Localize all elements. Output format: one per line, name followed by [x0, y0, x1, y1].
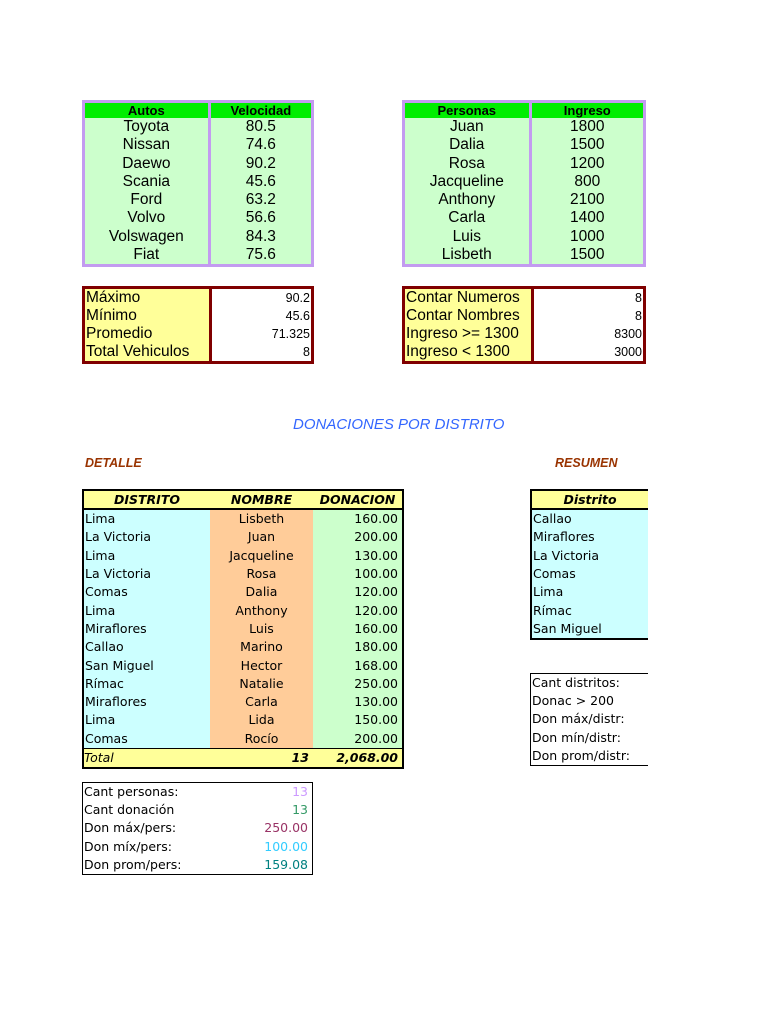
distrito-cell[interactable]: Lima [83, 601, 210, 619]
nombre-cell[interactable]: Luis [210, 620, 313, 638]
table-row [83, 509, 403, 528]
nombre-cell[interactable]: Lisbeth [210, 509, 313, 528]
resumen-distrito-cell[interactable]: Lima [531, 583, 648, 601]
auto-name[interactable]: Ford [84, 191, 210, 209]
table-row [404, 325, 645, 343]
resumen-distrito-cell[interactable]: San Miguel [531, 620, 648, 639]
resumen-stats-box [530, 673, 648, 766]
donacion-cell[interactable]: 150.00 [313, 711, 403, 729]
auto-name[interactable]: Scania [84, 173, 210, 191]
resumen-stat-label[interactable]: Don máx/distr: [532, 711, 625, 727]
table-row [531, 509, 648, 528]
resumen-distrito-cell[interactable]: Comas [531, 565, 648, 583]
table-row [404, 307, 645, 325]
persona-name[interactable]: Anthony [404, 191, 531, 209]
donacion-cell[interactable]: 168.00 [313, 656, 403, 674]
table-row [83, 856, 313, 875]
donacion-cell[interactable]: 160.00 [313, 620, 403, 638]
table-row [83, 601, 403, 619]
auto-name[interactable]: Nissan [84, 136, 210, 154]
total-label[interactable]: Total [83, 748, 210, 768]
stat-value[interactable]: 3000 [532, 343, 644, 363]
autos-stats-table [82, 286, 314, 364]
resumen-table [530, 489, 648, 640]
stat-value[interactable]: 8 [210, 343, 312, 363]
resumen-stat-label[interactable]: Don mín/distr: [532, 729, 621, 745]
distrito-cell[interactable]: Comas [83, 583, 210, 601]
table-row [84, 228, 313, 246]
person-stat-value[interactable]: 13 [292, 802, 308, 818]
table-row [531, 729, 649, 747]
persona-income[interactable]: 1400 [530, 209, 644, 227]
nombre-cell[interactable]: Jacqueline [210, 547, 313, 565]
table-row [83, 693, 403, 711]
total-amount[interactable]: 2,068.00 [313, 748, 403, 768]
table-row [84, 325, 313, 343]
table-row [84, 288, 313, 308]
autos-header: Autos [84, 102, 210, 119]
donacion-cell[interactable]: 100.00 [313, 565, 403, 583]
table-row [404, 155, 645, 173]
table-row [84, 173, 313, 191]
table-row [404, 136, 645, 154]
persona-name[interactable]: Juan [404, 118, 531, 136]
persona-income[interactable]: 800 [530, 173, 644, 191]
resumen-header-row [531, 490, 648, 509]
auto-name[interactable]: Daewo [84, 155, 210, 173]
table-row [84, 191, 313, 209]
resumen-stat-label[interactable]: Don prom/distr: [532, 747, 630, 763]
donacion-cell[interactable]: 200.00 [313, 730, 403, 749]
person-stat-value[interactable]: 250.00 [264, 820, 308, 836]
persona-income[interactable]: 2100 [530, 191, 644, 209]
donacion-cell[interactable]: 160.00 [313, 509, 403, 528]
auto-name[interactable]: Volswagen [84, 228, 210, 246]
table-row [404, 191, 645, 209]
person-stat-label[interactable]: Don míx/pers: [84, 838, 172, 854]
persona-name[interactable]: Jacqueline [404, 173, 531, 191]
personas-header: Personas [404, 102, 531, 119]
total-count[interactable]: 13 [210, 748, 313, 768]
stat-value[interactable]: 8300 [532, 325, 644, 343]
stat-label[interactable]: Mínimo [84, 307, 211, 325]
personas-header-row [404, 102, 645, 119]
table-row [83, 547, 403, 565]
detalle-label: DETALLE [85, 456, 142, 470]
table-row [83, 583, 403, 601]
stat-label[interactable]: Contar Numeros [404, 288, 533, 308]
table-row [404, 209, 645, 227]
table-row [83, 675, 403, 693]
donaciones-title: DONACIONES POR DISTRITO [293, 416, 505, 433]
table-row [531, 692, 649, 710]
distrito-cell[interactable]: Callao [83, 638, 210, 656]
table-row [83, 656, 403, 674]
table-row [531, 565, 648, 583]
stat-label[interactable]: Máximo [84, 288, 211, 308]
table-row [83, 801, 313, 819]
table-row [84, 155, 313, 173]
stat-value[interactable]: 90.2 [210, 288, 312, 308]
resumen-distrito-cell[interactable]: Rímac [531, 601, 648, 619]
persona-income[interactable]: 1500 [530, 136, 644, 154]
stat-label[interactable]: Promedio [84, 325, 211, 343]
nombre-header: NOMBRE [210, 490, 313, 509]
persona-income[interactable]: 1200 [530, 155, 644, 173]
donacion-header: DONACION [313, 490, 403, 509]
person-stat-value[interactable]: 159.08 [264, 856, 308, 872]
stat-value[interactable]: 45.6 [210, 307, 312, 325]
persona-name[interactable]: Lisbeth [404, 246, 531, 266]
resumen-stat-label[interactable]: Cant distritos: [532, 675, 620, 691]
person-stat-label[interactable]: Don máx/pers: [84, 820, 177, 836]
table-row [531, 747, 649, 766]
table-row [84, 118, 313, 136]
resumen-distrito-cell[interactable]: La Victoria [531, 547, 648, 565]
persona-name[interactable]: Carla [404, 209, 531, 227]
table-row [404, 288, 645, 308]
nombre-cell[interactable]: Anthony [210, 601, 313, 619]
auto-name[interactable]: Toyota [84, 118, 210, 136]
table-row [531, 674, 649, 693]
table-row [404, 228, 645, 246]
auto-speed[interactable]: 74.6 [209, 136, 312, 154]
persona-income[interactable]: 1000 [530, 228, 644, 246]
table-row [83, 565, 403, 583]
table-row [84, 209, 313, 227]
autos-table [82, 100, 314, 267]
detalle-table [82, 489, 404, 769]
auto-speed[interactable]: 56.6 [209, 209, 312, 227]
distrito-cell[interactable]: Rímac [83, 675, 210, 693]
resumen-stat-label[interactable]: Donac > 200 [532, 693, 615, 709]
stat-value[interactable]: 71.325 [210, 325, 312, 343]
nombre-cell[interactable]: Juan [210, 528, 313, 546]
nombre-cell[interactable]: Dalia [210, 583, 313, 601]
personas-table [402, 100, 646, 267]
table-row [83, 730, 403, 749]
auto-speed[interactable]: 75.6 [209, 246, 312, 266]
detalle-header-row [83, 490, 403, 509]
person-stat-label[interactable]: Don prom/pers: [84, 856, 182, 872]
auto-speed[interactable]: 80.5 [209, 118, 312, 136]
donacion-cell[interactable]: 130.00 [313, 693, 403, 711]
personas-stats-table [402, 286, 646, 364]
autos-header-row [84, 102, 313, 119]
persona-name[interactable]: Rosa [404, 155, 531, 173]
resumen-distrito-header: Distrito [531, 490, 648, 509]
table-row [531, 601, 648, 619]
table-row [531, 710, 649, 728]
table-row [83, 620, 403, 638]
nombre-cell[interactable]: Natalie [210, 675, 313, 693]
stat-label[interactable]: Total Vehiculos [84, 343, 211, 363]
table-row [404, 343, 645, 363]
table-row [404, 118, 645, 136]
auto-speed[interactable]: 63.2 [209, 191, 312, 209]
persona-income[interactable]: 1800 [530, 118, 644, 136]
donacion-cell[interactable]: 130.00 [313, 547, 403, 565]
table-row [84, 246, 313, 266]
resumen-label: RESUMEN [555, 456, 618, 470]
distrito-header: DISTRITO [83, 490, 210, 509]
stat-label[interactable]: Ingreso < 1300 [404, 343, 533, 363]
table-row [83, 528, 403, 546]
table-row [83, 711, 403, 729]
donacion-cell[interactable]: 200.00 [313, 528, 403, 546]
person-stat-label[interactable]: Cant personas: [84, 784, 179, 800]
distrito-cell[interactable]: Miraflores [83, 693, 210, 711]
distrito-cell[interactable]: Miraflores [83, 620, 210, 638]
donacion-cell[interactable]: 250.00 [313, 675, 403, 693]
table-row [531, 528, 648, 546]
donacion-cell[interactable]: 120.00 [313, 583, 403, 601]
table-row [83, 783, 313, 802]
nombre-cell[interactable]: Rosa [210, 565, 313, 583]
table-row [83, 819, 313, 837]
stat-value[interactable]: 8 [532, 307, 644, 325]
nombre-cell[interactable]: Hector [210, 656, 313, 674]
resumen-distrito-cell[interactable]: Miraflores [531, 528, 648, 546]
stat-label[interactable]: Ingreso >= 1300 [404, 325, 533, 343]
distrito-cell[interactable]: La Victoria [83, 528, 210, 546]
table-row [83, 838, 313, 856]
velocidad-header: Velocidad [209, 102, 312, 119]
distrito-cell[interactable]: Lima [83, 711, 210, 729]
auto-speed[interactable]: 45.6 [209, 173, 312, 191]
nombre-cell[interactable]: Rocío [210, 730, 313, 749]
distrito-cell[interactable]: Comas [83, 730, 210, 749]
stat-value[interactable]: 8 [532, 288, 644, 308]
table-row [84, 136, 313, 154]
stat-label[interactable]: Contar Nombres [404, 307, 533, 325]
persona-name[interactable]: Dalia [404, 136, 531, 154]
auto-speed[interactable]: 90.2 [209, 155, 312, 173]
table-row [531, 583, 648, 601]
person-stats-box [82, 782, 313, 875]
auto-speed[interactable]: 84.3 [209, 228, 312, 246]
distrito-cell[interactable]: San Miguel [83, 656, 210, 674]
auto-name[interactable]: Volvo [84, 209, 210, 227]
table-row [404, 173, 645, 191]
persona-name[interactable]: Luis [404, 228, 531, 246]
table-row [531, 547, 648, 565]
nombre-cell[interactable]: Lida [210, 711, 313, 729]
table-row [84, 307, 313, 325]
person-stat-value[interactable]: 100.00 [264, 838, 308, 854]
table-row [84, 343, 313, 363]
donacion-cell[interactable]: 120.00 [313, 601, 403, 619]
table-row [531, 620, 648, 639]
resumen-distrito-cell[interactable]: Callao [531, 509, 648, 528]
distrito-cell[interactable]: La Victoria [83, 565, 210, 583]
distrito-cell[interactable]: Lima [83, 509, 210, 528]
auto-name[interactable]: Fiat [84, 246, 210, 266]
distrito-cell[interactable]: Lima [83, 547, 210, 565]
person-stat-label[interactable]: Cant donación [84, 802, 175, 818]
nombre-cell[interactable]: Marino [210, 638, 313, 656]
person-stat-value[interactable]: 13 [292, 784, 308, 800]
table-row [404, 246, 645, 266]
persona-income[interactable]: 1500 [530, 246, 644, 266]
table-row [83, 638, 403, 656]
ingreso-header: Ingreso [530, 102, 644, 119]
nombre-cell[interactable]: Carla [210, 693, 313, 711]
donacion-cell[interactable]: 180.00 [313, 638, 403, 656]
total-row [83, 748, 403, 768]
